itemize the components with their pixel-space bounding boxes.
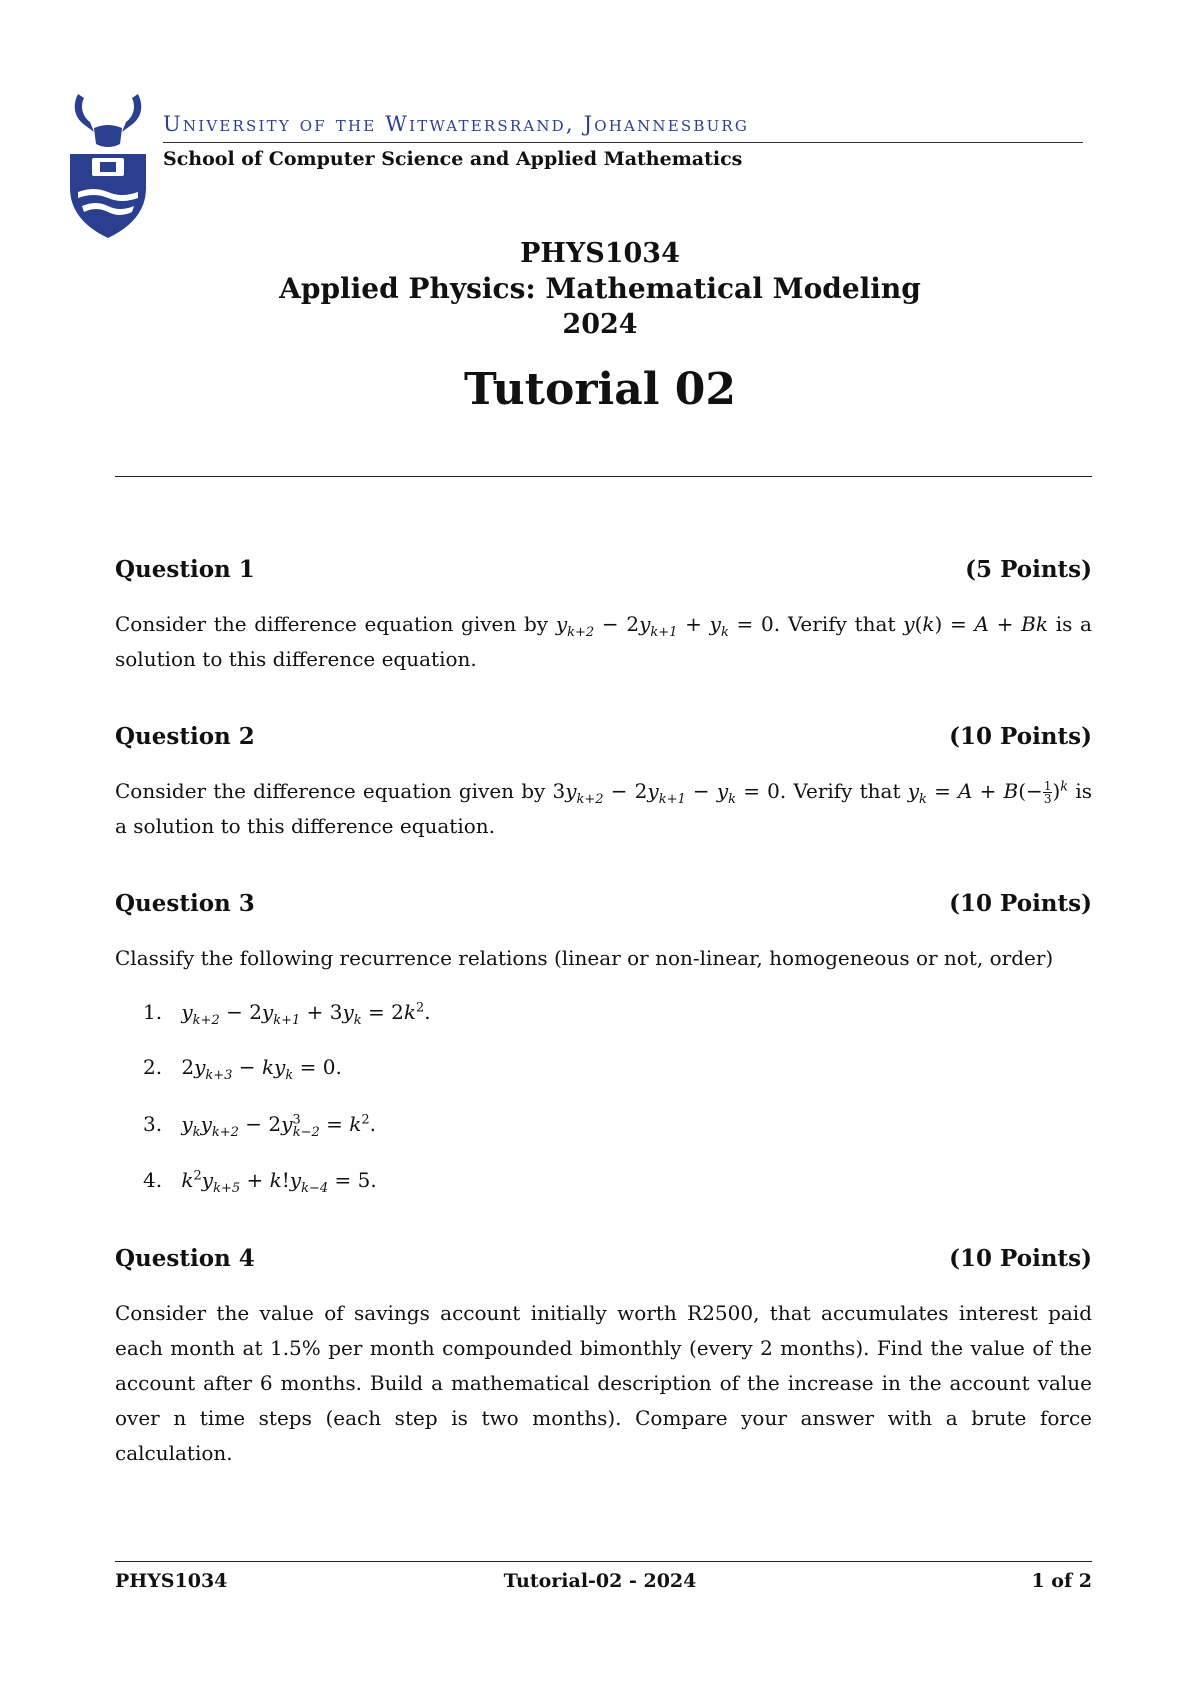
footer-page-number: 1 of 2 bbox=[1031, 1570, 1092, 1592]
question-4-title: Question 4 bbox=[115, 1245, 255, 1272]
question-4-points: (10 Points) bbox=[949, 1245, 1092, 1272]
header-divider bbox=[163, 142, 1083, 143]
title-divider bbox=[115, 476, 1092, 477]
course-code: PHYS1034 bbox=[520, 238, 680, 269]
list-item: 3. $y_ky_{k+2} - 2y^3_{k-2} = k^2$. bbox=[143, 1112, 377, 1140]
university-name: University of the Witwatersrand, Johannesburg bbox=[163, 112, 750, 136]
question-1-text: Consider the difference equation given by $y_{k+2} - 2y_{k+1} + y_k = 0$. Verify that y(k) = A + Bk is a solution to this difference equation. bbox=[115, 612, 1092, 671]
question-3-points: (10 Points) bbox=[949, 890, 1092, 917]
question-3-title: Question 3 bbox=[115, 890, 255, 917]
university-crest-logo bbox=[64, 92, 152, 242]
school-name: School of Computer Science and Applied Mathematics bbox=[163, 148, 743, 170]
footer-divider bbox=[115, 1561, 1092, 1562]
footer-document-label: Tutorial-02 - 2024 bbox=[503, 1570, 697, 1592]
footer-course-code: PHYS1034 bbox=[115, 1570, 228, 1592]
question-1-points: (5 Points) bbox=[965, 556, 1092, 583]
question-2-points: (10 Points) bbox=[949, 723, 1092, 750]
question-2-text: Consider the difference equation given by $3y_{k+2} - 2y_{k+1} - y_k = 0$. Verify that $y_k = A + B(-$ $\frac{1}{3}$ )$^k$ is a solution to this difference equation. bbox=[115, 779, 1092, 838]
question-3-intro: Classify the following recurrence relations (linear or non-linear, homogeneous or not, order) bbox=[115, 946, 1054, 970]
list-item: 4. $k^2y_{k+5} + k!y_{k-4} = 5$. bbox=[143, 1168, 377, 1196]
question-4-text: Consider the value of savings account initially worth R2500, that accumulates interest paid each month at 1.5% per month compounded bimonthly (every 2 months). Find the value of the account after 6 months. Build a mathematical description of the increase in the account value over n time steps (each step is two months). Compare your answer with a brute force calculation. bbox=[115, 1301, 1092, 1465]
course-name: Applied Physics: Mathematical Modeling bbox=[279, 272, 921, 305]
question-1-title: Question 1 bbox=[115, 556, 255, 583]
question-2-title: Question 2 bbox=[115, 723, 255, 750]
course-year: 2024 bbox=[562, 309, 638, 340]
list-item: 2. $2y_{k+3} - ky_k = 0$. bbox=[143, 1055, 342, 1083]
document-title: Tutorial 02 bbox=[463, 364, 737, 415]
list-item: 1. $y_{k+2} - 2y_{k+1} + 3y_k = 2k^2$. bbox=[143, 1000, 431, 1028]
